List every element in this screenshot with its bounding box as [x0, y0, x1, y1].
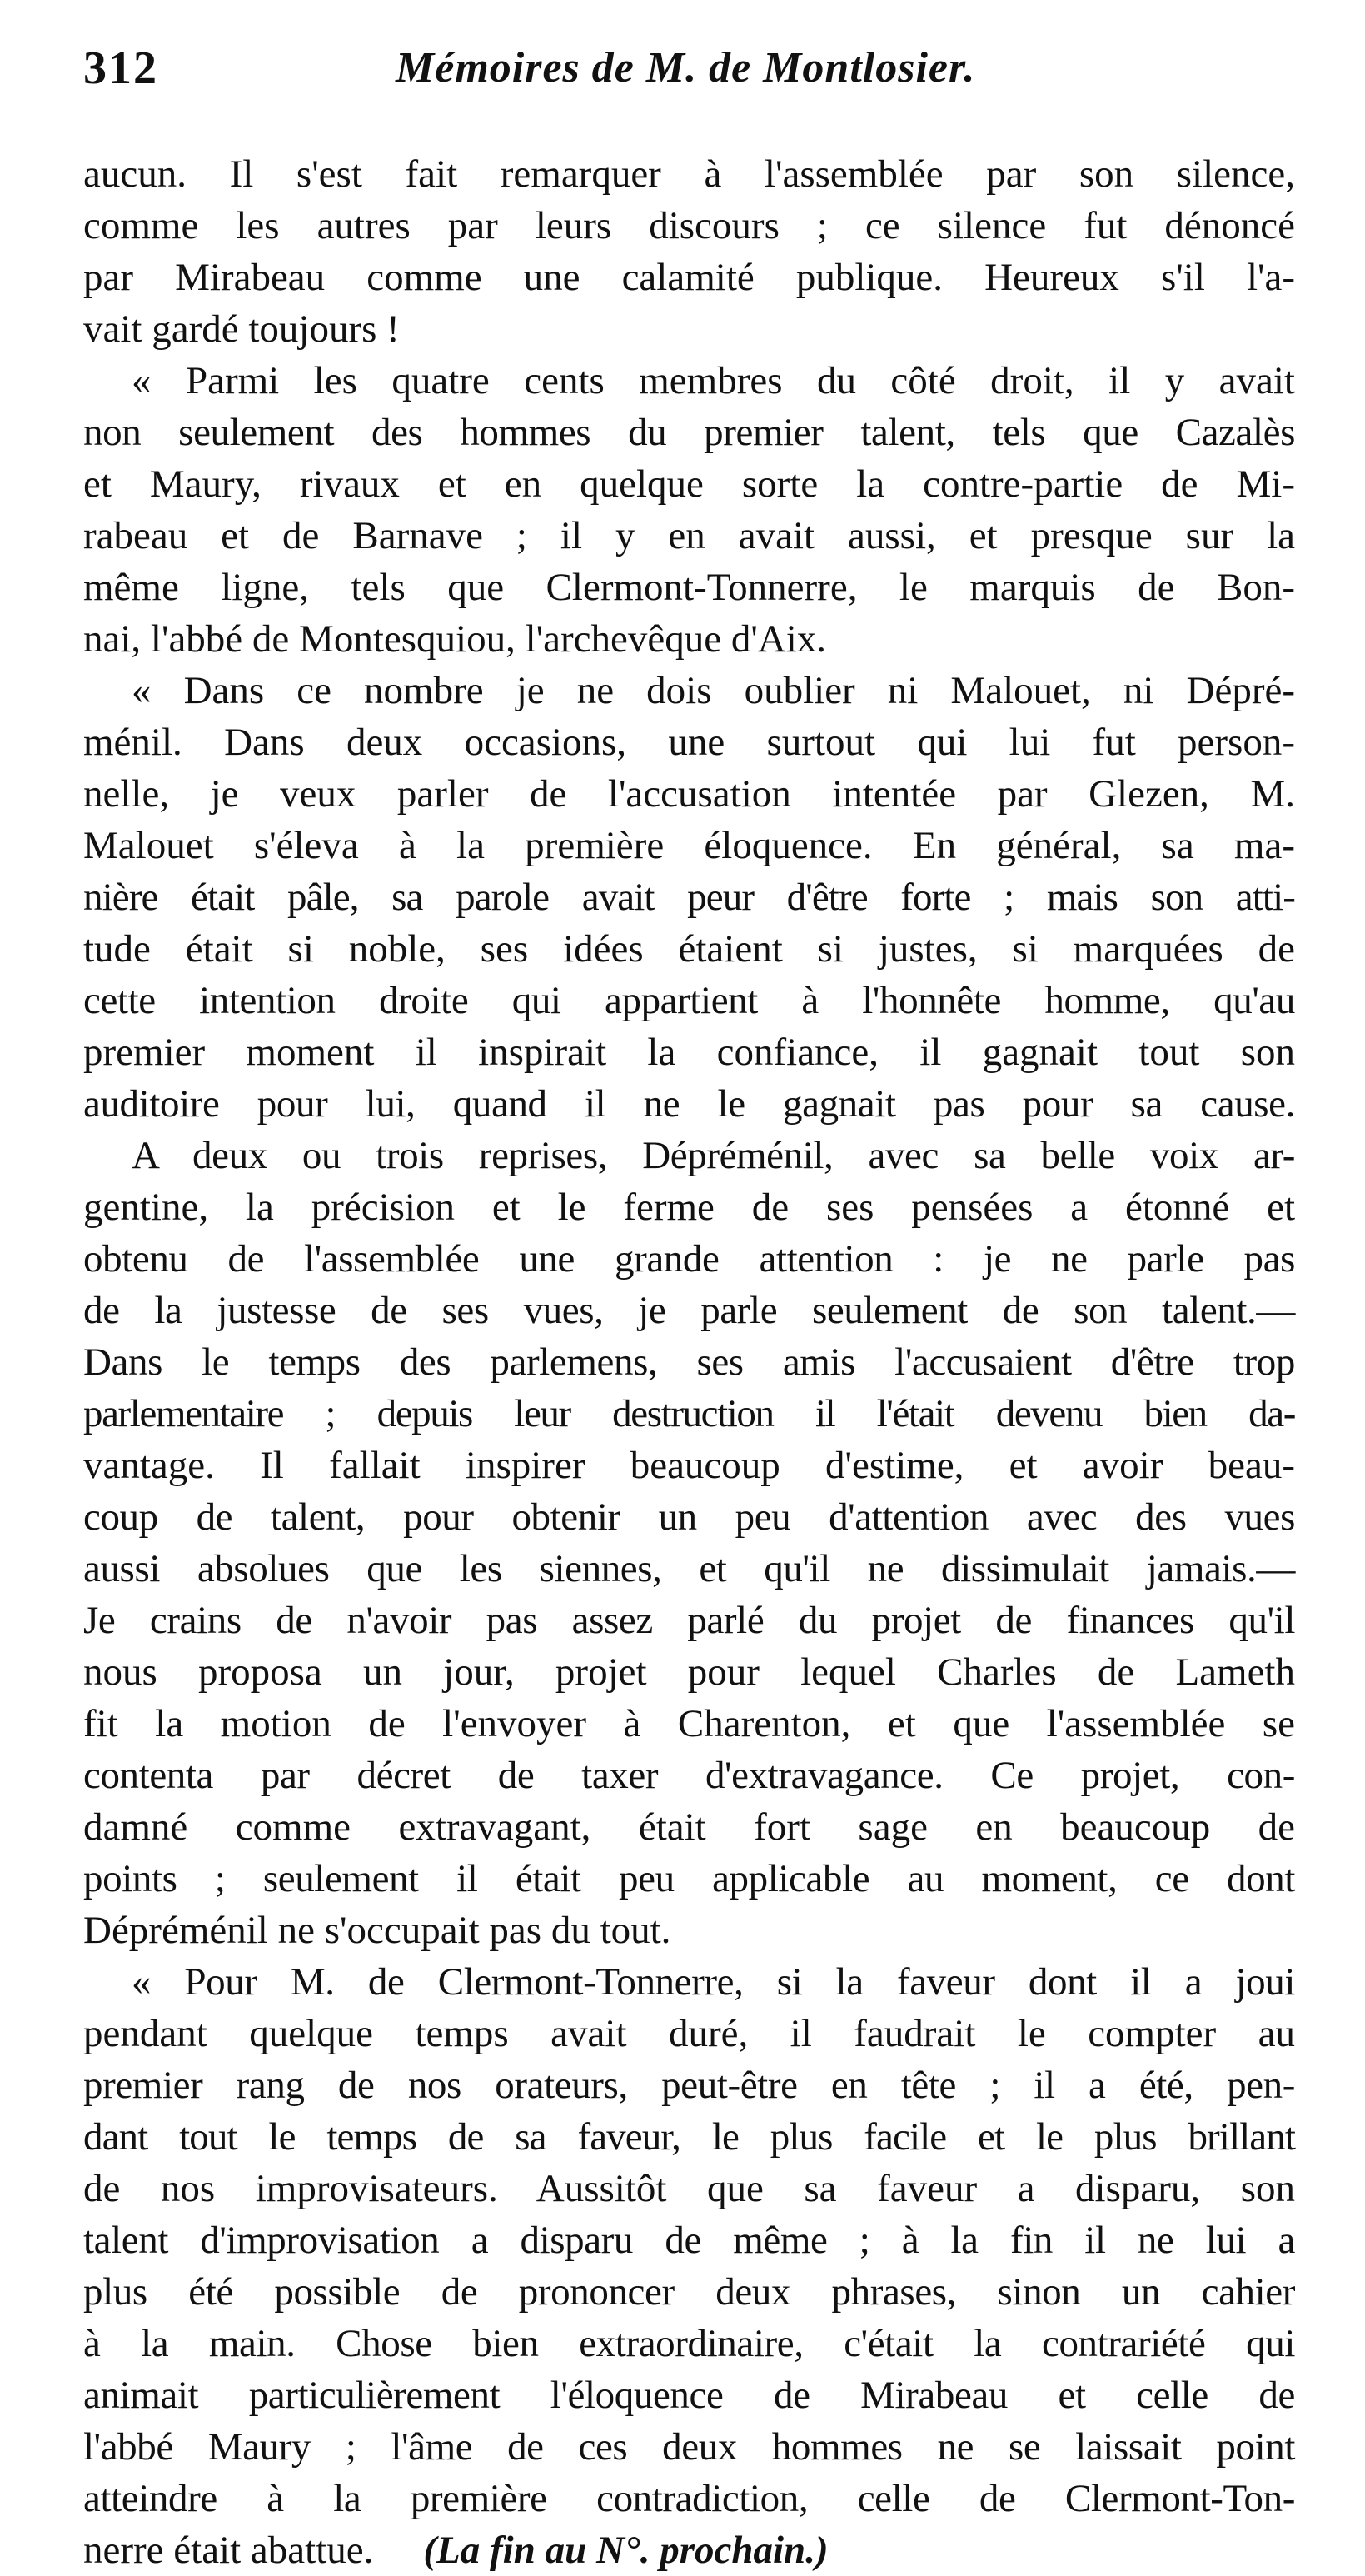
text-line: « Parmi les quatre cents membres du côté droit, il y avait — [132, 359, 1295, 402]
text-line: damné comme extravagant, était fort sage en beaucoup de — [83, 1805, 1295, 1849]
continuation-note: (La fin au N°. prochain.) — [423, 2529, 829, 2572]
text-line: fit la motion de l'envoyer à Charenton, et que l'assemblée se — [83, 1702, 1295, 1745]
text-line: pendant quelque temps avait duré, il faudrait le compter au — [83, 2012, 1295, 2055]
text-line: rabeau et de Barnave ; il y en avait aussi, et presque sur la — [83, 514, 1295, 557]
text-line: contenta par décret de taxer d'extravagance. Ce projet, con- — [83, 1754, 1295, 1797]
text-line: de la justesse de ses vues, je parle seulement de son talent.— — [83, 1289, 1295, 1332]
text-line: aussi absolues que les siennes, et qu'il ne dissimulait jamais.— — [83, 1547, 1295, 1590]
text-line: non seulement des hommes du premier talent, tels que Cazalès — [83, 411, 1295, 454]
text-line: vait gardé toujours ! — [83, 307, 400, 351]
text-line: nière était pâle, sa parole avait peur d'être forte ; mais son atti- — [83, 876, 1295, 919]
text-line: gentine, la précision et le ferme de ses pensées a étonné et — [83, 1186, 1295, 1229]
text-line: Dans le temps des parlemens, ses amis l'accusaient d'être trop — [83, 1340, 1295, 1384]
text-line: nelle, je veux parler de l'accusation intentée par Glezen, M. — [83, 772, 1295, 816]
text-line: Je crains de n'avoir pas assez parlé du projet de finances qu'il — [83, 1599, 1295, 1642]
text-line: à la main. Chose bien extraordinaire, c'était la contrariété qui — [83, 2322, 1295, 2365]
text-line: Dépréménil ne s'occupait pas du tout. — [83, 1909, 671, 1952]
text-line: de nos improvisateurs. Aussitôt que sa faveur a disparu, son — [83, 2167, 1295, 2210]
text-line-final — [83, 2524, 1295, 2576]
text-line: talent d'improvisation a disparu de même ; à la fin il ne lui a — [83, 2219, 1295, 2262]
text-line: obtenu de l'assemblée une grande attention : je ne parle pas — [83, 1237, 1295, 1281]
text-line: auditoire pour lui, quand il ne le gagnait pas pour sa cause. — [83, 1082, 1295, 1126]
text-line: par Mirabeau comme une calamité publique. Heureux s'il l'a- — [83, 256, 1295, 299]
text-line: tude était si noble, ses idées étaient si justes, si marquées de — [83, 927, 1295, 971]
text-line: premier moment il inspirait la confiance, il gagnait tout son — [83, 1031, 1295, 1074]
text-line: Malouet s'éleva à la première éloquence. En général, sa ma- — [83, 824, 1295, 867]
text-line: aucun. Il s'est fait remarquer à l'assemblée par son silence, — [83, 152, 1295, 196]
text-line: atteindre à la première contradiction, celle de Clermont-Ton- — [83, 2477, 1295, 2520]
body-text — [83, 148, 1295, 2576]
text-line: animait particulièrement l'éloquence de Mirabeau et celle de — [83, 2374, 1295, 2417]
text-line: « Dans ce nombre je ne dois oublier ni Malouet, ni Dépré- — [132, 669, 1295, 712]
text-line: points ; seulement il était peu applicable au moment, ce dont — [83, 1857, 1295, 1900]
page-header — [83, 37, 1299, 103]
text-line: même ligne, tels que Clermont-Tonnerre, le marquis de Bon- — [83, 566, 1295, 609]
text-line: coup de talent, pour obtenir un peu d'attention avec des vues — [83, 1495, 1295, 1539]
text-line: ménil. Dans deux occasions, une surtout qui lui fut person- — [83, 721, 1295, 764]
text-line: nous proposa un jour, projet pour lequel Charles de Lameth — [83, 1650, 1295, 1694]
page-number: 312 — [83, 42, 158, 94]
text-line: parlementaire ; depuis leur destruction il l'était devenu bien da- — [83, 1392, 1295, 1435]
text-line: premier rang de nos orateurs, peut-être en tête ; il a été, pen- — [83, 2064, 1295, 2107]
text-line: l'abbé Maury ; l'âme de ces deux hommes ne se laissait point — [83, 2425, 1295, 2469]
text-line: « Pour M. de Clermont-Tonnerre, si la faveur dont il a joui — [132, 1960, 1295, 2004]
text-line: nai, l'abbé de Montesquiou, l'archevêque d'Aix. — [83, 617, 827, 661]
running-title: Mémoires de M. de Montlosier. — [396, 44, 976, 92]
final-line-text: nerre était abattue. — [83, 2529, 374, 2572]
text-line: A deux ou trois reprises, Dépréménil, avec sa belle voix ar- — [132, 1134, 1295, 1177]
text-line: plus été possible de prononcer deux phrases, sinon un cahier — [83, 2270, 1295, 2314]
text-line: et Maury, rivaux et en quelque sorte la contre-partie de Mi- — [83, 462, 1295, 506]
text-line: vantage. Il fallait inspirer beaucoup d'estime, et avoir beau- — [83, 1444, 1295, 1487]
text-line: comme les autres par leurs discours ; ce silence fut dénoncé — [83, 204, 1295, 247]
text-line: cette intention droite qui appartient à l'honnête homme, qu'au — [83, 979, 1295, 1022]
text-line: dant tout le temps de sa faveur, le plus facile et le plus brillant — [83, 2115, 1295, 2159]
